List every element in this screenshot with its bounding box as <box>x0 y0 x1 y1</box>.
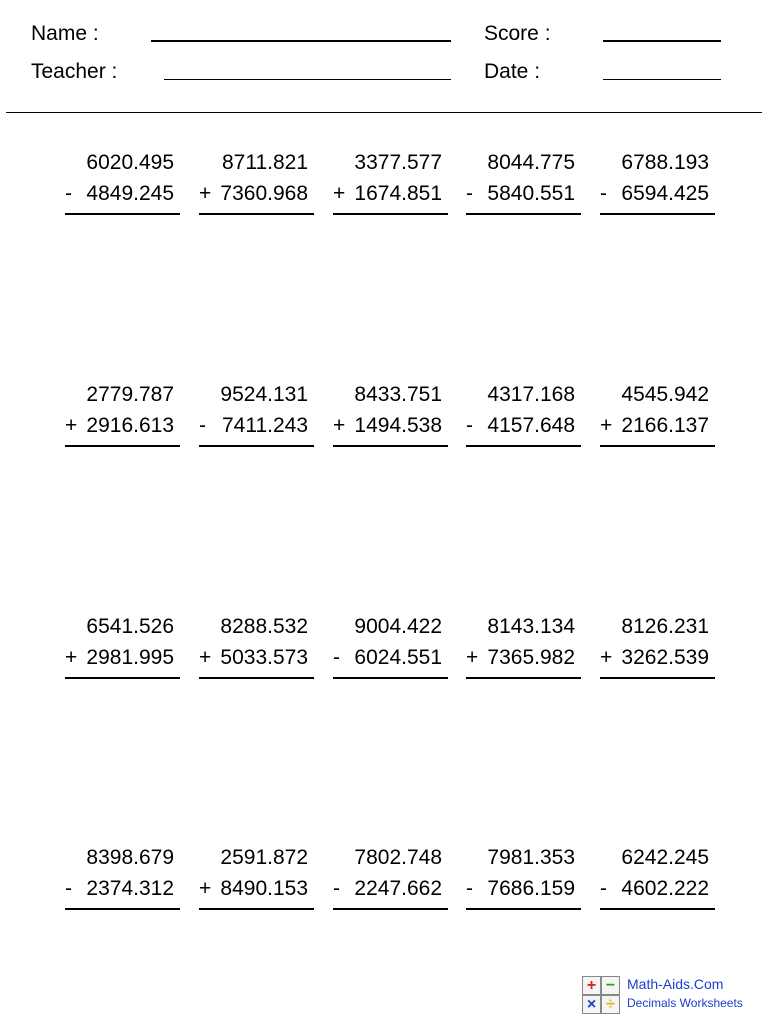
top-number: 2591.872 <box>220 846 308 869</box>
bottom-number: 8490.153 <box>220 877 308 900</box>
top-number: 2779.787 <box>86 383 174 406</box>
minus-operator: - <box>199 414 206 437</box>
top-number: 9524.131 <box>220 383 308 406</box>
bottom-line <box>65 182 174 206</box>
bottom-line <box>199 414 308 438</box>
top-number: 6541.526 <box>86 615 174 638</box>
bottom-number: 7686.159 <box>487 877 575 900</box>
bottom-line <box>65 877 174 901</box>
bottom-line <box>199 877 308 901</box>
problem-4 <box>466 151 581 231</box>
answer-rule <box>600 213 715 215</box>
teacher-label: Teacher : <box>31 60 118 83</box>
bottom-line <box>600 414 709 438</box>
problem-18 <box>333 846 448 926</box>
minus-operator: - <box>333 646 340 669</box>
top-number: 3377.577 <box>354 151 442 174</box>
plus-operator: + <box>333 414 346 437</box>
minus-operator: - <box>466 182 473 205</box>
answer-rule <box>466 908 581 910</box>
bottom-line <box>466 877 575 901</box>
problem-6 <box>65 383 180 463</box>
problem-10 <box>600 383 715 463</box>
bottom-line <box>65 414 174 438</box>
top-number: 7981.353 <box>487 846 575 869</box>
answer-rule <box>65 213 180 215</box>
bottom-number: 5840.551 <box>487 182 575 205</box>
answer-rule <box>65 445 180 447</box>
bottom-number: 1494.538 <box>354 414 442 437</box>
plus-operator: + <box>199 646 212 669</box>
problem-14 <box>466 615 581 695</box>
answer-rule <box>600 445 715 447</box>
top-number: 4545.942 <box>621 383 709 406</box>
problem-9 <box>466 383 581 463</box>
minus-operator: - <box>65 877 72 900</box>
minus-operator: - <box>333 877 340 900</box>
problem-3 <box>333 151 448 231</box>
top-number: 8711.821 <box>221 151 308 174</box>
minus-operator: - <box>600 182 607 205</box>
bottom-line <box>600 182 709 206</box>
problem-8 <box>333 383 448 463</box>
bottom-number: 2247.662 <box>354 877 442 900</box>
subtitle-text: Decimals Worksheets <box>627 996 743 1010</box>
problem-5 <box>600 151 715 231</box>
plus-operator: + <box>65 414 78 437</box>
plus-operator: + <box>199 877 212 900</box>
problem-20 <box>600 846 715 926</box>
plus-icon: + <box>582 976 601 995</box>
bottom-number: 1674.851 <box>354 182 442 205</box>
problem-12 <box>199 615 314 695</box>
bottom-line <box>199 646 308 670</box>
bottom-line <box>65 646 174 670</box>
bottom-line <box>333 414 442 438</box>
problem-2 <box>199 151 314 231</box>
bottom-line <box>333 646 442 670</box>
bottom-number: 4849.245 <box>86 182 174 205</box>
answer-rule <box>65 908 180 910</box>
bottom-number: 2916.613 <box>86 414 174 437</box>
bottom-line <box>333 182 442 206</box>
plus-operator: + <box>333 182 346 205</box>
bottom-number: 2374.312 <box>86 877 174 900</box>
answer-rule <box>199 213 314 215</box>
answer-rule <box>333 908 448 910</box>
brand-text: Math-Aids.Com <box>627 976 724 992</box>
bottom-number: 4602.222 <box>621 877 709 900</box>
problem-1 <box>65 151 180 231</box>
problem-16 <box>65 846 180 926</box>
bottom-line <box>466 414 575 438</box>
plus-operator: + <box>199 182 212 205</box>
bottom-number: 2981.995 <box>86 646 174 669</box>
bottom-number: 6594.425 <box>621 182 709 205</box>
answer-rule <box>466 677 581 679</box>
problem-7 <box>199 383 314 463</box>
math-aids-logo <box>582 974 752 1018</box>
answer-rule <box>600 677 715 679</box>
bottom-number: 2166.137 <box>621 414 709 437</box>
answer-rule <box>199 677 314 679</box>
plus-operator: + <box>600 414 613 437</box>
top-number: 9004.422 <box>354 615 442 638</box>
date-label: Date : <box>484 60 541 83</box>
top-number: 6788.193 <box>621 151 709 174</box>
bottom-line <box>466 182 575 206</box>
problem-13 <box>333 615 448 695</box>
top-number: 8126.231 <box>621 615 709 638</box>
answer-rule <box>333 445 448 447</box>
answer-rule <box>466 213 581 215</box>
bottom-number: 5033.573 <box>220 646 308 669</box>
times-icon: × <box>582 995 601 1014</box>
bottom-line <box>466 646 575 670</box>
top-number: 8398.679 <box>86 846 174 869</box>
bottom-line <box>333 877 442 901</box>
plus-operator: + <box>600 646 613 669</box>
score-label: Score : <box>484 22 551 45</box>
minus-operator: - <box>466 877 473 900</box>
problem-17 <box>199 846 314 926</box>
bottom-number: 7360.968 <box>220 182 308 205</box>
bottom-number: 3262.539 <box>621 646 709 669</box>
answer-rule <box>600 908 715 910</box>
minus-operator: - <box>65 182 72 205</box>
problem-11 <box>65 615 180 695</box>
plus-operator: + <box>65 646 78 669</box>
top-number: 8044.775 <box>487 151 575 174</box>
answer-rule <box>466 445 581 447</box>
answer-rule <box>199 908 314 910</box>
minus-operator: - <box>466 414 473 437</box>
bottom-line <box>199 182 308 206</box>
name-label: Name : <box>31 22 99 45</box>
answer-rule <box>333 213 448 215</box>
divide-icon: ÷ <box>601 995 620 1014</box>
top-number: 7802.748 <box>354 846 442 869</box>
minus-operator: - <box>600 877 607 900</box>
bottom-number: 4157.648 <box>487 414 575 437</box>
bottom-number: 7365.982 <box>487 646 575 669</box>
top-number: 8433.751 <box>354 383 442 406</box>
minus-icon: − <box>601 976 620 995</box>
problem-15 <box>600 615 715 695</box>
answer-rule <box>65 677 180 679</box>
top-number: 6020.495 <box>86 151 174 174</box>
bottom-number: 7411.243 <box>221 414 308 437</box>
top-number: 8143.134 <box>487 615 575 638</box>
answer-rule <box>333 677 448 679</box>
top-number: 6242.245 <box>621 846 709 869</box>
bottom-number: 6024.551 <box>354 646 442 669</box>
answer-rule <box>199 445 314 447</box>
top-number: 8288.532 <box>220 615 308 638</box>
plus-operator: + <box>466 646 479 669</box>
problem-19 <box>466 846 581 926</box>
math-operations-icon <box>582 976 622 1016</box>
top-number: 4317.168 <box>487 383 575 406</box>
bottom-line <box>600 877 709 901</box>
bottom-line <box>600 646 709 670</box>
